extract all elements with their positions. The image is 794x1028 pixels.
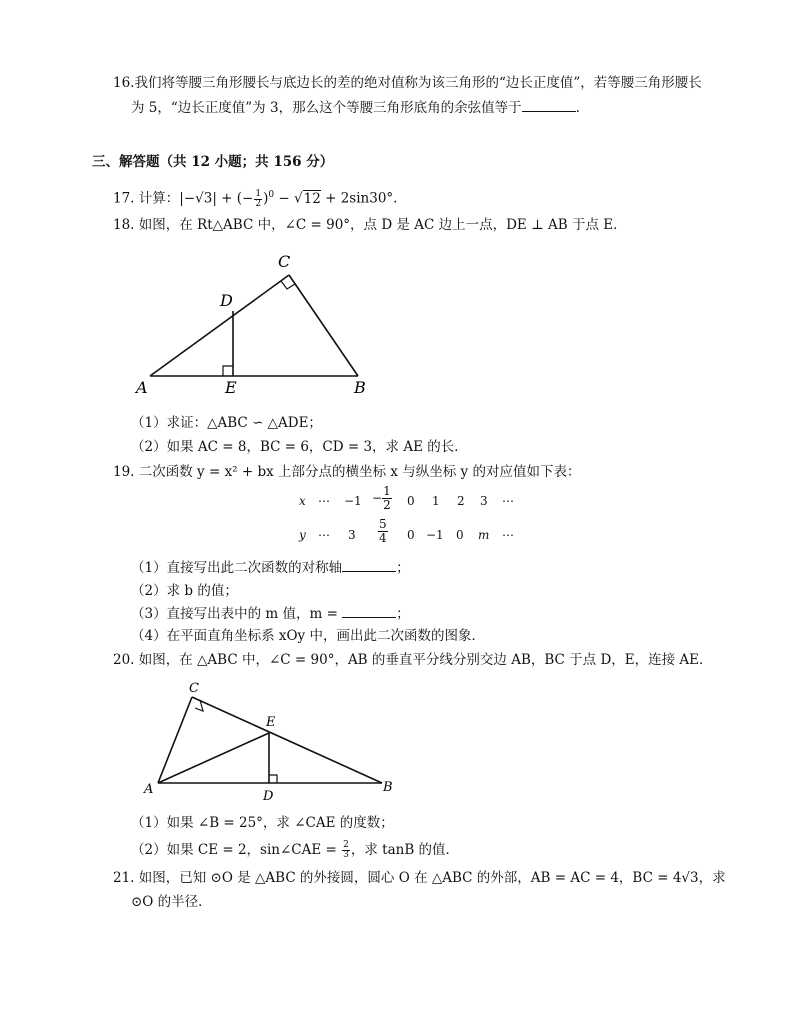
- q19-y-frac: [378, 518, 388, 545]
- q19-x-frac-den: 2: [383, 498, 391, 512]
- q16-line2-text: 为 5，“边长正度值”为 3，那么这个等腰三角形底角的余弦值等于: [131, 100, 522, 116]
- q19-x-frac-sign: −: [372, 491, 383, 505]
- q18-label-b: B: [354, 378, 366, 396]
- q19-part3-end: ；: [396, 606, 410, 622]
- q19-x-frac-num: 1: [383, 484, 391, 498]
- q17-minus: −: [274, 190, 295, 207]
- q19-part1-text: （1）直接写出此二次函数的对称轴: [131, 560, 343, 576]
- answer-blank: [522, 99, 576, 112]
- q17-prefix: 17. 计算：: [113, 190, 180, 207]
- q19-part3: [131, 605, 410, 623]
- q20-part2-end: ，求 tanB 的值．: [350, 842, 460, 858]
- q17-line: 17. 计算：|−√3| + (− $\frac{1}{2}$ )$^0$ − √12 + 2sin30°.: [113, 188, 398, 209]
- q18-label-e: E: [225, 378, 237, 396]
- q17-sqrt-12: 12: [303, 190, 321, 207]
- q19-stem: 19. 二次函数 y = x² + bx 上部分点的横坐标 x 与纵坐标 y 的对应值如下表：: [113, 464, 581, 480]
- q20-stem: 20. 如图，在 △ABC 中，∠C = 90°，AB 的垂直平分线分别交边 AB，BC 于点 D，E，连接 AE．: [113, 652, 713, 668]
- q17-paren-open: (−: [236, 190, 254, 207]
- q20-part2: [131, 841, 459, 860]
- q19-y-dots2: ⋯: [502, 528, 514, 542]
- q16-end: .: [575, 100, 580, 116]
- q19-y-cell: 3: [348, 528, 356, 542]
- q19-part1: [131, 559, 410, 577]
- q19-part1-end: ；: [396, 560, 410, 576]
- q18-stem: 18. 如图，在 Rt△ABC 中，∠C = 90°，点 D 是 AC 边上一点，DE ⊥ AB 于点 E．: [113, 217, 627, 233]
- q19-y-cell: m: [478, 528, 490, 542]
- q17-frac-den: 2: [255, 198, 262, 209]
- answer-blank: [342, 559, 396, 572]
- q19-x-label: x: [299, 494, 306, 508]
- q17-paren-close: ): [263, 190, 269, 207]
- q17-rest: + 2sin30°.: [320, 190, 398, 207]
- q17-plus: +: [216, 190, 237, 207]
- q18-part2: （2）如果 AC = 8，BC = 6，CD = 3，求 AE 的长．: [131, 439, 468, 455]
- q19-part2: （2）求 b 的值；: [131, 583, 238, 599]
- q21-line1: 21. 如图，已知 ⊙O 是 △ABC 的外接圆，圆心 O 在 △ABC 的外部，AB = AC = 4，BC = 4√3，求: [113, 870, 726, 886]
- q16-line2: [131, 99, 580, 117]
- q19-x-cell: 1: [432, 494, 440, 508]
- q19-y-label: y: [299, 528, 306, 542]
- q20-frac-num: 2: [343, 840, 349, 850]
- q19-x-frac: [372, 485, 392, 512]
- q17-abs: |−√3|: [179, 190, 217, 207]
- q19-x-dots2: ⋯: [502, 494, 514, 508]
- q19-x-cell: 3: [480, 494, 488, 508]
- q20-label-c: C: [189, 681, 199, 696]
- q19-part4: （4）在平面直角坐标系 xOy 中，画出此二次函数的图象．: [131, 628, 485, 644]
- q19-y-dots1: ⋯: [318, 528, 330, 542]
- q19-y-frac-den: 4: [379, 531, 387, 545]
- q19-x-cell: −1: [344, 494, 362, 508]
- q20-part1: （1）如果 ∠B = 25°，求 ∠CAE 的度数；: [131, 815, 394, 831]
- q19-part3-text: （3）直接写出表中的 m 值，m =: [131, 606, 343, 622]
- q20-label-d: D: [263, 789, 274, 804]
- q20-frac-den: 3: [343, 850, 349, 860]
- q18-label-c: C: [278, 252, 291, 271]
- q20-fraction: [342, 841, 350, 860]
- q20-label-e: E: [266, 715, 276, 730]
- q17-fraction: [254, 190, 262, 209]
- q19-y-cell: −1: [426, 528, 444, 542]
- q20-figure: [140, 678, 400, 804]
- q20-label-a: A: [144, 782, 154, 797]
- q18-label-a: A: [136, 378, 148, 396]
- q18-part1: （1）求证：△ABC ∽ △ADE；: [131, 415, 322, 431]
- answer-blank: [342, 605, 396, 618]
- q18-figure: [130, 248, 380, 396]
- q19-x-dots1: ⋯: [318, 494, 330, 508]
- q19-x-cell: 0: [407, 494, 415, 508]
- q17-exponent: 0: [268, 190, 275, 200]
- q21-line2: ⊙O 的半径．: [131, 894, 212, 910]
- q19-y-frac-num: 5: [379, 517, 387, 531]
- q20-label-b: B: [383, 780, 393, 795]
- q20-part2-text: （2）如果 CE = 2，sin∠CAE =: [131, 842, 342, 858]
- q17-frac-num: 1: [255, 188, 262, 199]
- section-title: 三、解答题（共 12 小题；共 156 分）: [92, 154, 334, 170]
- q19-y-cell: 0: [407, 528, 415, 542]
- q18-label-d: D: [220, 291, 233, 310]
- q19-y-cell: 0: [456, 528, 464, 542]
- q16-line1: 16.我们将等腰三角形腰长与底边长的差的绝对值称为该三角形的“边长正度值”，若等腰三角形腰长: [113, 75, 702, 91]
- q19-x-cell: 2: [457, 494, 465, 508]
